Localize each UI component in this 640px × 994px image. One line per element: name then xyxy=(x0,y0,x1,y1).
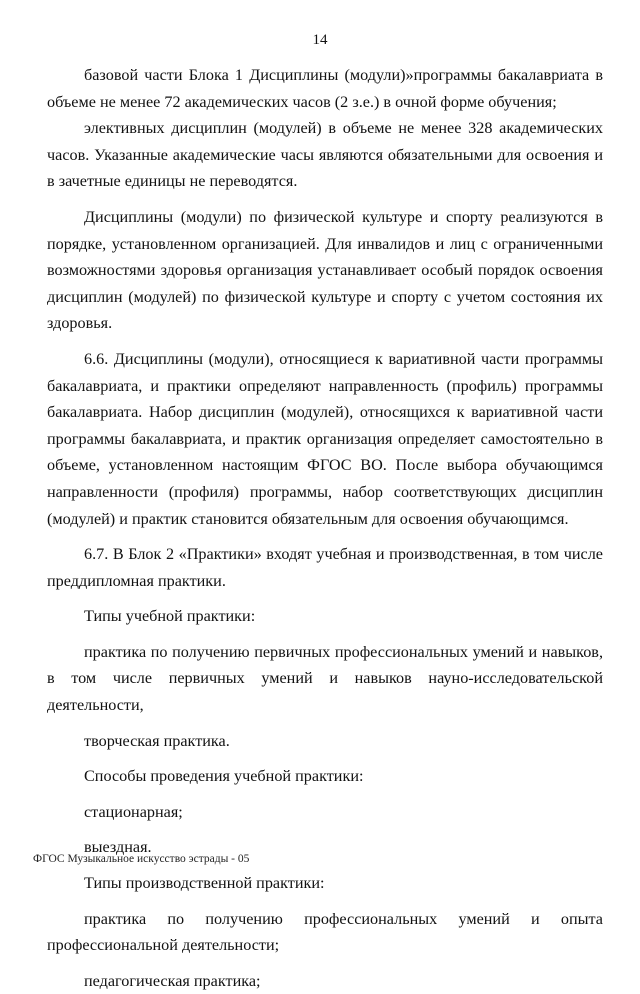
paragraph-primary-skills-practice: практика по получению первичных профессиональных умений и навыков, в том числе первичных умений и навыков науно-исследовательской деятельности, xyxy=(47,642,603,715)
page-number: 14 xyxy=(312,32,328,48)
paragraph-production-practice-types: Типы производственной практики: xyxy=(84,874,325,893)
paragraph-section-6-6: 6.6. Дисциплины (модули), относящиеся к вариативной части программы бакалавриата, и практики определяют направленность (профиль) программы бакалавриата. Набор дисциплин (модулей), относящихся к вариативной части программы бакалавриата, и практик организация определяет самостоятельно в объеме, установленном настоящим ФГОС ВО. После выбора обучающимся направленности (профиля) программы, набор соответствующих дисциплин (модулей) и практик становится обязательным для освоения обучающимся. xyxy=(47,349,603,528)
paragraph-training-practice-types: Типы учебной практики: xyxy=(84,607,256,626)
paragraph-professional-skills-practice: практика по получению профессиональных умений и опыта профессиональной деятельности; xyxy=(47,909,603,955)
paragraph-physical-culture: Дисциплины (модули) по физической культуре и спорту реализуются в порядке, установленном организацией. Для инвалидов и лиц с ограниченными возможностями здоровья организация устанавливает особый порядок освоения дисциплин (модулей) по физической культуре и спорту с учетом состояния их здоровья. xyxy=(47,207,603,333)
paragraph-pedagogical-practice: педагогическая практика; xyxy=(84,971,261,990)
paragraph-field: выездная. xyxy=(84,838,152,857)
paragraph-basic-part: базовой части Блока 1 Дисциплины (модули)»программы бакалавриата в объеме не менее 72 академических часов (2 з.е.) в очной форме обучения; xyxy=(47,66,603,111)
paragraph-training-practice-methods: Способы проведения учебной практики: xyxy=(84,767,364,786)
paragraph-elective-disciplines: элективных дисциплин (модулей) в объеме не менее 328 академических часов. Указанные академические часы являются обязательными для освоения и в зачетные единицы не переводятся. xyxy=(47,119,603,191)
paragraph-section-6-7: 6.7. В Блок 2 «Практики» входят учебная и производственная, в том числе преддипломная практики. xyxy=(47,545,603,590)
paragraph-creative-practice: творческая практика. xyxy=(84,731,230,750)
document-footer: ФГОС Музыкальное искусство эстрады - 05 xyxy=(33,853,250,865)
paragraph-stationary: стационарная; xyxy=(84,802,183,821)
